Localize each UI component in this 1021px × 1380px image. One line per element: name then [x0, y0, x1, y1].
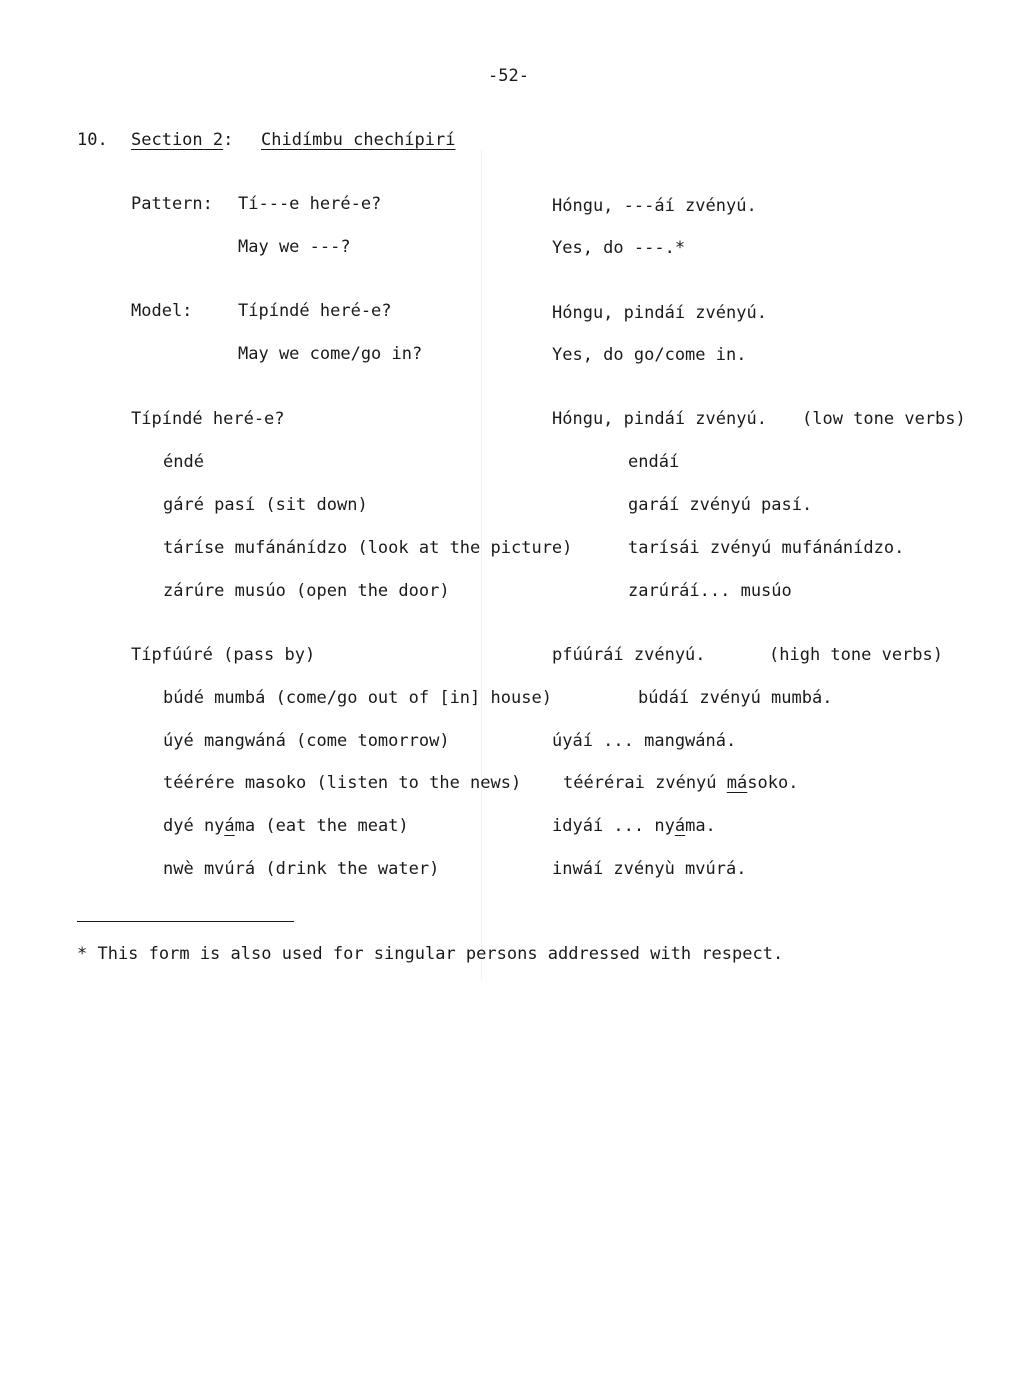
drill-response: zarúráí... musúo: [628, 581, 792, 601]
drill-cue: nwè mvúrá (drink the water): [163, 859, 440, 879]
pattern-label: Pattern:: [131, 194, 213, 214]
low-tone-head-question: Típíndé heré-e?: [131, 409, 285, 429]
drill-response: garáí zvényú pasí.: [628, 495, 813, 515]
underlined-syllable: má: [726, 773, 748, 793]
footnote-divider: [77, 921, 294, 922]
footnote: * This form is also used for singular persons addressed with respect.: [77, 944, 784, 964]
drill-response: [563, 773, 798, 793]
section-number: 10.: [77, 130, 108, 150]
pattern-answer-translation: Yes, do ---.*: [552, 238, 686, 258]
section-colon: :: [223, 130, 234, 150]
model-question: Típíndé heré-e?: [238, 301, 392, 321]
drill-response: [552, 816, 716, 836]
drill-cue: búdé mumbá (come/go out of [in] house): [163, 688, 552, 708]
drill-response-part: soko.: [747, 773, 799, 793]
model-answer: Hóngu, pindáí zvényú.: [552, 303, 767, 323]
drill-cue-part: dyé ny: [163, 816, 225, 836]
page-fold: [481, 150, 482, 980]
drill-cue: [163, 816, 409, 836]
high-tone-note: (high tone verbs): [769, 645, 943, 665]
drill-cue: gáré pasí (sit down): [163, 495, 368, 515]
pattern-answer: Hóngu, ---áí zvényú.: [552, 196, 757, 216]
drill-cue: éndé: [163, 452, 204, 472]
drill-cue: téérére masoko (listen to the news): [163, 773, 522, 793]
drill-cue: zárúre musúo (open the door): [163, 581, 450, 601]
drill-cue: táríse mufánánídzo (look at the picture): [163, 538, 573, 558]
drill-response: búdáí zvényú mumbá.: [638, 688, 833, 708]
drill-response: tarísái zvényú mufánánídzo.: [628, 538, 905, 558]
low-tone-note: (low tone verbs): [802, 409, 966, 429]
drill-response-part: ma.: [685, 816, 716, 836]
model-question-translation: May we come/go in?: [238, 344, 423, 364]
drill-cue-part: ma (eat the meat): [234, 816, 409, 836]
drill-response: úyáí ... mangwáná.: [552, 731, 737, 751]
low-tone-head-answer: Hóngu, pindáí zvényú.: [552, 409, 767, 429]
model-answer-translation: Yes, do go/come in.: [552, 345, 747, 365]
underlined-syllable: á: [674, 816, 686, 836]
page-number: -52-: [488, 66, 529, 86]
high-tone-head-answer: pfúúráí zvényú.: [552, 645, 706, 665]
pattern-question-translation: May we ---?: [238, 237, 351, 257]
pattern-question: Tí---e heré-e?: [238, 194, 382, 214]
section-heading: [131, 130, 233, 150]
drill-response: inwáí zvényù mvúrá.: [552, 859, 747, 879]
drill-response: endáí: [628, 452, 680, 472]
section-label: Section 2: [131, 130, 224, 150]
drill-cue: úyé mangwáná (come tomorrow): [163, 731, 450, 751]
underlined-syllable: á: [224, 816, 235, 836]
high-tone-head-question: Típfúúré (pass by): [131, 645, 316, 665]
section-title: Chidímbu chechípirí: [261, 130, 456, 150]
drill-response-part: téérérai zvényú: [563, 773, 727, 793]
model-label: Model:: [131, 301, 193, 321]
drill-response-part: idyáí ... ny: [552, 816, 675, 836]
